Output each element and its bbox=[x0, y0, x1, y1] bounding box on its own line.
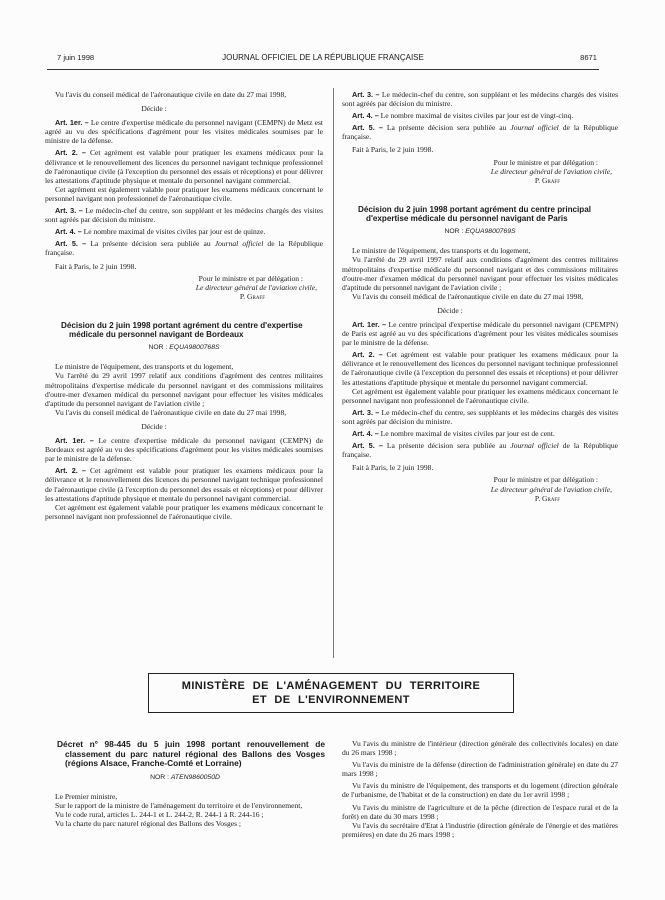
article-5: Art. 5. – La présente décision sera publiée au Journal officiel de la République française. bbox=[342, 441, 619, 460]
decret-left-column bbox=[45, 740, 325, 828]
article-4: Art. 4. – Le nombre maximal de visites civiles par jour est de cent. bbox=[352, 429, 555, 439]
article-4: Art. 4. – Le nombre maximal de visites civiles par jour est de vingt-cinq. bbox=[352, 111, 574, 121]
nor-reference: NOR : EQUA9800769S bbox=[444, 228, 516, 236]
nor-reference: NOR : EQUA9800768S bbox=[148, 344, 220, 352]
right-column bbox=[342, 90, 618, 503]
visa-agriculture: Vu l'avis du ministre de l'agriculture et de la pêche (direction de l'espace rural et de la forêt) en date du 30 mars 1998 ; bbox=[342, 802, 618, 821]
article-2: Art. 2. – Cet agrément est valable pour pratiquer les examens médicaux pour la délivrance et le renouvellement des licences du personnel navigant technique professionnel de l'aéronautique civile (à l'exception du personnel des essais et réceptions) et pour délivrer les attestations d'aptitude physique et mentale du personnel navigant commercial. bbox=[342, 350, 619, 387]
article-label: Art. 3. – bbox=[352, 90, 380, 99]
article-label: Art. 1er. – bbox=[352, 320, 387, 329]
vu-avis: Vu l'avis du conseil médical de l'aéronautique civile en date du 27 mai 1998, bbox=[55, 90, 287, 99]
decision-paris bbox=[342, 205, 618, 503]
visa-interieur: Vu l'avis du ministre de l'intérieur (direction générale des collectivités locales) en date du 26 mars 1998 ; bbox=[342, 739, 618, 758]
article-1: Art. 1er. – Le centre d'expertise médicale du personnel navigant (CEMPN) de Metz est agréé au vu des spécifications d'agrément pour les visites médicales soumises par le ministre de la défense. bbox=[45, 118, 323, 146]
decret-code-rural: Vu le code rural, articles L. 244-1 et L. 244-2, R. 244-1 à R. 244-16 ; bbox=[55, 809, 264, 819]
article-label: Art. 4. – bbox=[352, 429, 379, 439]
article-label: Art. 4. – bbox=[352, 111, 379, 121]
signature-line-1: Pour le ministre et par délégation : bbox=[198, 273, 303, 283]
article-label: Art. 3. – bbox=[352, 407, 380, 417]
article-label: Art. 4. – bbox=[55, 227, 82, 237]
article-label: Art. 5. – bbox=[352, 441, 383, 451]
article-label: Art. 1er. – bbox=[55, 118, 89, 128]
decret-charte: Vu la charte du parc naturel régional des Ballons des Vosges ; bbox=[55, 818, 242, 828]
article-label: Art. 3. – bbox=[55, 206, 83, 216]
decret-rapport: Sur le rapport de la ministre de l'aménagement du territoire et de l'environnement, bbox=[55, 800, 303, 810]
article-3: Art. 3. – Le médecin-chef du centre, ses suppléants et les médecins chargés des visites sont agréés par décision du ministre. bbox=[342, 407, 619, 426]
decret-premier-ministre: Le Premier ministre, bbox=[55, 791, 118, 801]
journal-title: JOURNAL OFFICIEL DE LA RÉPUBLIQUE FRANÇAISE bbox=[222, 53, 424, 62]
intro-ministre: Le ministre de l'équipement, des transports et du logement, bbox=[352, 246, 531, 256]
nor-reference: NOR : ATEN9860050D bbox=[150, 773, 220, 781]
intro-vu-arrete: Vu l'arrêté du 29 avril 1997 relatif aux conditions d'agrément des centres militaires métropolitains d'expertise médicale du personnel navigant et des commissions militaires d'outre-mer d'examen médical du personnel navigant pour effectuer les visites médicales d'aptitude du personnel navigant de l'aviation civile ; bbox=[45, 371, 323, 408]
article-1: Art. 1er. – Le centre principal d'expertise médicale du personnel navigant (CPEMPN) de Paris est agréé au vu des spécifications d'agrément pour les visites médicales soumises par le ministre de la défense. bbox=[342, 320, 618, 348]
decision-title: Décision du 2 juin 1998 portant agrément du centre principal d'expertise médicale du personnel navigant de Paris bbox=[358, 204, 591, 224]
decret-title: Décret n° 98-445 du 5 juin 1998 portant renouvellement de classement du parc naturel régional des Ballons des Vosges (régions Alsace, Franche-Comté et Lorraine) bbox=[57, 739, 325, 768]
signature-line-1: Pour le ministre et par délégation : bbox=[493, 475, 598, 485]
article-2: Art. 2. – Cet agrément est valable pour pratiquer les examens médicaux pour la délivrance et le renouvellement des licences du personnel navigant technique professionnel de l'aéronautique civile (à l'exception du personnel des essais et réceptions) et pour délivrer les attestations d'aptitude physique et mentale du personnel navigant commercial. bbox=[45, 148, 323, 185]
signature-line-2: Le directeur général de l'aviation civile, bbox=[195, 282, 317, 292]
article-label: Art. 2. – bbox=[55, 148, 86, 158]
article-label: Art. 2. – bbox=[352, 350, 383, 360]
visa-equipement: Vu l'avis du ministre de l'équipement, des transports et du logement (direction générale de l'urbanisme, de l'habitat et de la construction) en date du 1er avril 1998 ; bbox=[342, 781, 618, 800]
article-2-extra: Cet agrément est également valable pour pratiquer les examens médicaux concernant le personnel navigant non professionnel de l'aéronautique civile. bbox=[342, 386, 618, 405]
article-label: Art. 1er. – bbox=[55, 436, 94, 446]
ministry-line-2: ET DE L'ENVIRONNEMENT bbox=[252, 694, 410, 706]
signatory-name: P. Graff bbox=[239, 291, 265, 301]
intro-vu-arrete: Vu l'arrêté du 29 avril 1997 relatif aux conditions d'agrément des centres militaires métropolitains d'expertise médicale du personnel navigant et des commissions militaires d'outre-mer d'examen médical du personnel navigant pour effectuer les visites médicales d'aptitude du personnel navigant de l'aviation civile ; bbox=[342, 255, 618, 292]
page-number: 8671 bbox=[580, 53, 597, 62]
visa-defense: Vu l'avis du ministre de la défense (direction de l'administration générale) en date du 27 mars 1998 ; bbox=[342, 760, 618, 779]
ministry-heading bbox=[148, 673, 514, 713]
visa-industrie: Vu l'avis du secrétaire d'Etat à l'industrie (direction générale de l'énergie et des matières premières) en date du 26 mars 1998 ; bbox=[342, 820, 618, 839]
decision-bordeaux bbox=[45, 321, 323, 521]
fait-a-paris: Fait à Paris, le 2 juin 1998. bbox=[352, 145, 434, 155]
signatory-name: P. Graff bbox=[534, 175, 560, 185]
signatory-name: P. Graff bbox=[534, 493, 560, 503]
signature-line-1: Pour le ministre et par délégation : bbox=[493, 157, 598, 167]
article-2-extra: Cet agrément est également valable pour pratiquer les examens médicaux concernant le personnel navigant non professionnel de l'aéronautique civile. bbox=[45, 184, 323, 203]
decision-title: Décision du 2 juin 1998 portant agrément du centre d'expertise médicale du personnel navigant de Bordeaux bbox=[61, 320, 303, 340]
article-4: Art. 4. – Le nombre maximal de visites civiles par jour est de quinze. bbox=[55, 227, 266, 237]
article-5: Art. 5. – La présente décision sera publiée au Journal officiel de la République française. bbox=[342, 123, 619, 142]
article-2-extra: Cet agrément est également valable pour pratiquer les examens médicaux concernant le personnel navigant non professionnel de l'aéronautique civile. bbox=[45, 502, 323, 521]
article-3: Art. 3. – Le médecin-chef du centre, son suppléant et les médecins chargés des visites sont agréés par décision du ministre. bbox=[45, 206, 324, 225]
decision-bordeaux-end bbox=[342, 90, 618, 185]
decide-heading: Décide : bbox=[141, 421, 167, 431]
fait-a-paris: Fait à Paris, le 2 juin 1998. bbox=[55, 261, 137, 271]
signature-line-2: Le directeur général de l'aviation civile, bbox=[490, 166, 612, 176]
article-2: Art. 2. – Cet agrément est valable pour pratiquer les examens médicaux pour la délivrance et le renouvellement des licences du personnel navigant technique professionnel de l'aéronautique civile (à l'exception du personnel des essais et réceptions) et pour délivrer les attestations d'aptitude physique et mentale du personnel navigant commercial. bbox=[45, 466, 323, 503]
article-label: Art. 5. – bbox=[352, 123, 383, 133]
fait-a-paris: Fait à Paris, le 2 juin 1998. bbox=[352, 463, 434, 473]
decide-heading: Décide : bbox=[141, 104, 167, 114]
article-label: Art. 2. – bbox=[55, 466, 86, 476]
intro-vu-avis: Vu l'avis du conseil médical de l'aéronautique civile en date du 27 mai 1998, bbox=[352, 291, 584, 301]
left-column bbox=[45, 90, 323, 524]
article-label: Art. 5. – bbox=[55, 239, 87, 249]
header-date: 7 juin 1998 bbox=[57, 53, 95, 62]
decision-metz-end bbox=[45, 90, 323, 301]
column-separator bbox=[333, 88, 334, 658]
article-5: Art. 5. – La présente décision sera publiée au Journal officiel de la République française. bbox=[45, 239, 324, 258]
intro-ministre: Le ministre de l'équipement, des transports et du logement, bbox=[55, 362, 234, 372]
signature-line-2: Le directeur général de l'aviation civile, bbox=[490, 484, 612, 494]
decret-right-column bbox=[342, 739, 618, 839]
article-3: Art. 3. – Le médecin-chef du centre, son suppléant et les médecins chargés des visites sont agréés par décision du ministre. bbox=[342, 90, 619, 109]
ministry-line-1: MINISTÈRE DE L'AMÉNAGEMENT DU TERRITOIRE bbox=[181, 680, 481, 692]
article-1: Art. 1er. – Le centre d'expertise médicale du personnel navigant (CEMPN) de Bordeaux est agréé au vu des spécifications d'agrément pour les visites médicales soumises par le ministre de la défense. bbox=[45, 436, 324, 464]
intro-vu-avis: Vu l'avis du conseil médical de l'aéronautique civile en date du 27 mai 1998, bbox=[55, 407, 287, 417]
decide-heading: Décide : bbox=[437, 305, 463, 315]
page-header bbox=[47, 50, 599, 70]
